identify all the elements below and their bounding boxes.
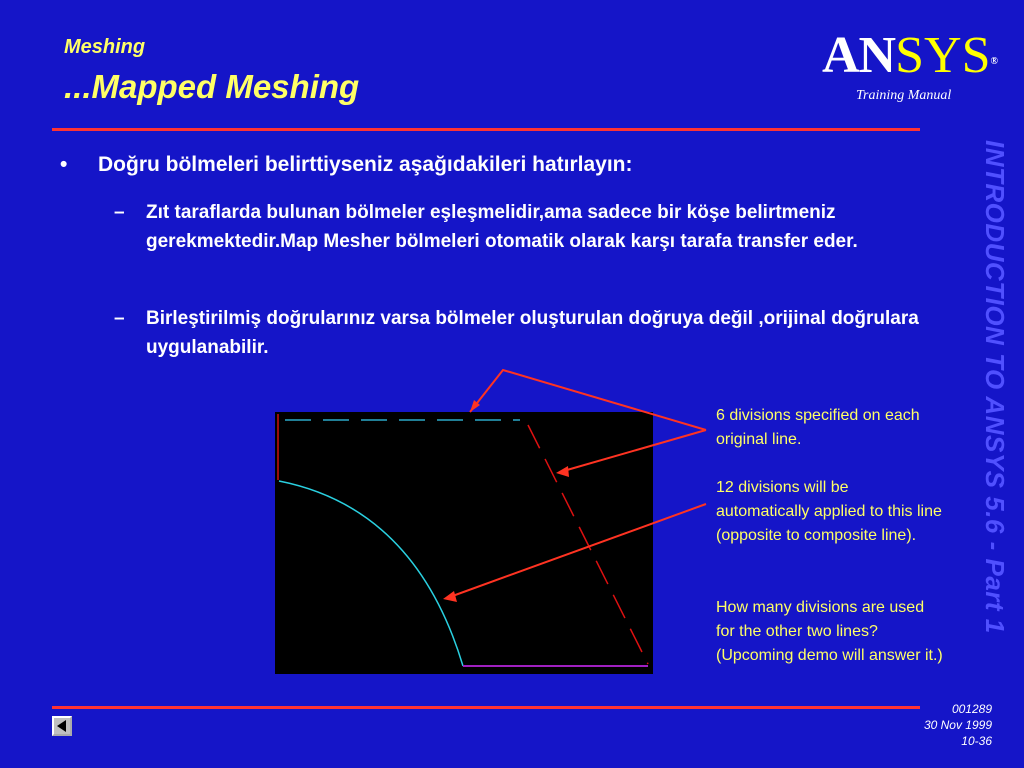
- dash-marker: –: [114, 308, 125, 329]
- back-arrow-icon: [54, 718, 70, 734]
- note-six-divisions: 6 divisions specified on each original line.: [716, 407, 920, 448]
- side-banner: INTRODUCTION TO ANSYS 5.6 - Part 1: [980, 140, 1010, 634]
- training-manual-label: Training Manual: [856, 88, 952, 103]
- footer-page: 10-36: [961, 734, 992, 748]
- logo-sys: SYS: [895, 27, 991, 84]
- footer-date: 30 Nov 1999: [923, 718, 992, 732]
- logo-an: AN: [822, 27, 896, 84]
- main-bullet-text: Doğru bölmeleri belirttiyseniz aşağıdakileri hatırlayın:: [98, 153, 633, 176]
- back-button[interactable]: [52, 716, 72, 736]
- sub-bullet-1-text: Zıt taraflarda bulunan bölmeler eşleşmelidir,ama sadece bir köşe belirtmeniz gerekmektedir.Map Mesher bölmeleri otomatik olarak karşı tarafa transfer eder.: [146, 202, 858, 252]
- section-title: Meshing: [64, 36, 146, 58]
- bullet-marker: •: [60, 153, 68, 176]
- bottom-divider: [52, 706, 920, 709]
- note-twelve-divisions: 12 divisions will be automatically applied to this line (opposite to composite line).: [716, 479, 942, 544]
- logo-registered: ®: [990, 56, 997, 67]
- footer-code: 001289: [951, 702, 992, 716]
- note-question: How many divisions are used for the other two lines? (Upcoming demo will answer it.): [716, 599, 943, 664]
- sub-bullet-2-text: Birleştirilmiş doğrularınız varsa bölmeler oluşturulan doğruya değil ,orijinal doğrulara uygulanabilir.: [146, 308, 919, 358]
- dash-marker: –: [114, 202, 125, 223]
- page-title: ...Mapped Meshing: [64, 68, 360, 105]
